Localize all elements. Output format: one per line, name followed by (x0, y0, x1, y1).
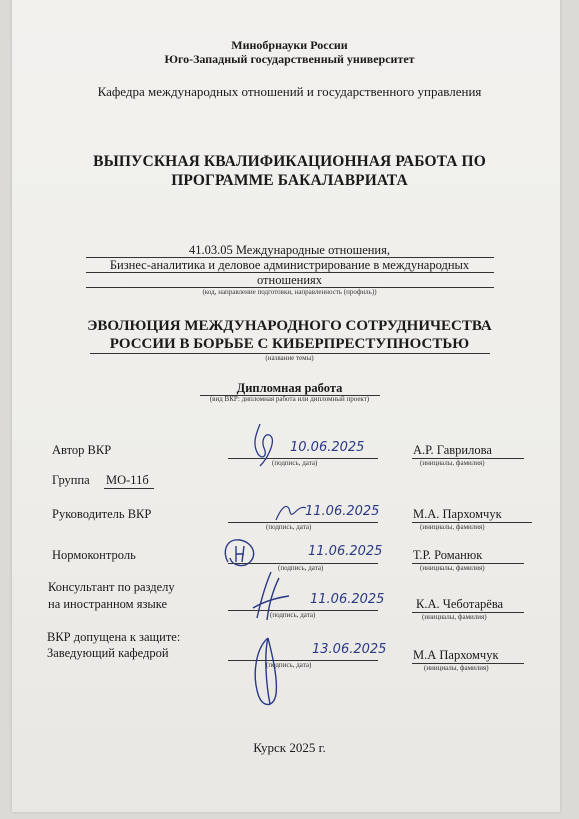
work-type-title-line1: ВЫПУСКНАЯ КВАЛИФИКАЦИОННАЯ РАБОТА ПО (93, 153, 486, 170)
ministry-name: Минобрнауки России (231, 38, 348, 52)
normcontrol-signature (218, 532, 268, 572)
normcontrol-sign-caption: (подпись, дата) (278, 564, 324, 572)
author-name: А.Р. Гаврилова (413, 443, 492, 457)
direction-line1: 41.03.05 Международные отношения, (188, 243, 391, 257)
author-label: Автор ВКР (52, 443, 112, 457)
head-date: 13.06.2025 (312, 642, 387, 657)
author-name-caption: (инициалы, фамилия) (420, 459, 485, 467)
author-sign-caption: (подпись, дата) (272, 459, 318, 467)
work-kind-caption: (вид ВКР: дипломная работа или дипломный проект) (209, 395, 370, 403)
thesis-title-line1: ЭВОЛЮЦИЯ МЕЖДУНАРОДНОГО СОТРУДНИЧЕСТВА (87, 318, 492, 334)
direction-line2: Бизнес-аналитика и деловое администрирование в международных (109, 258, 470, 272)
group-value: МО-11б (106, 473, 149, 487)
group-label: Группа (52, 473, 90, 487)
work-type-title-line2: ПРОГРАММЕ БАКАЛАВРИАТА (171, 172, 408, 189)
supervisor-name-caption: (инициалы, фамилия) (420, 523, 485, 531)
admitted-label: ВКР допущена к защите: (47, 630, 181, 644)
thesis-caption: (название темы) (265, 354, 314, 362)
direction-underline (86, 272, 494, 273)
group-underline (104, 488, 154, 489)
direction-underline (86, 257, 494, 258)
head-label: Заведующий кафедрой (47, 646, 169, 660)
consultant-date: 11.06.2025 (310, 592, 385, 607)
author-signature (238, 420, 288, 470)
consultant-name-caption: (инициалы, фамилия) (422, 613, 487, 621)
university-name: Юго-Западный государственный университет (164, 52, 415, 66)
head-signature (244, 634, 294, 714)
normcontrol-name-caption: (инициалы, фамилия) (420, 564, 485, 572)
city-year: Курск 2025 г. (253, 740, 326, 755)
supervisor-label: Руководитель ВКР (52, 507, 152, 521)
direction-line3: отношениях (256, 273, 323, 287)
normcontrol-name: Т.Р. Романюк (413, 548, 483, 562)
supervisor-sign-caption: (подпись, дата) (266, 523, 312, 531)
bleed-through (330, 115, 333, 127)
work-kind: Дипломная работа (236, 381, 343, 395)
department-name: Кафедра международных отношений и государственного управления (97, 84, 482, 99)
normcontrol-label: Нормоконтроль (52, 548, 136, 562)
consultant-name: К.А. Чеботарёва (416, 597, 504, 611)
head-sign-caption: (подпись, дата) (266, 661, 312, 669)
consultant-signature (245, 568, 295, 624)
consultant-label-line1: Консультант по разделу (48, 580, 175, 594)
direction-caption: (код, направление подготовки, направленность (профиль)) (202, 288, 377, 296)
supervisor-date: 11.06.2025 (305, 504, 380, 519)
supervisor-signature (272, 496, 312, 526)
normcontrol-date: 11.06.2025 (308, 544, 383, 559)
supervisor-name: М.А. Пархомчук (413, 507, 502, 521)
consultant-sign-caption: (подпись, дата) (270, 611, 316, 619)
consultant-label-line2: на иностранном языке (48, 597, 168, 611)
head-name-caption: (инициалы, фамилия) (424, 664, 489, 672)
head-name: М.А Пархомчук (413, 648, 499, 662)
author-date: 10.06.2025 (290, 440, 365, 455)
thesis-title-line2: РОССИИ В БОРЬБЕ С КИБЕРПРЕСТУПНОСТЬЮ (109, 336, 470, 352)
